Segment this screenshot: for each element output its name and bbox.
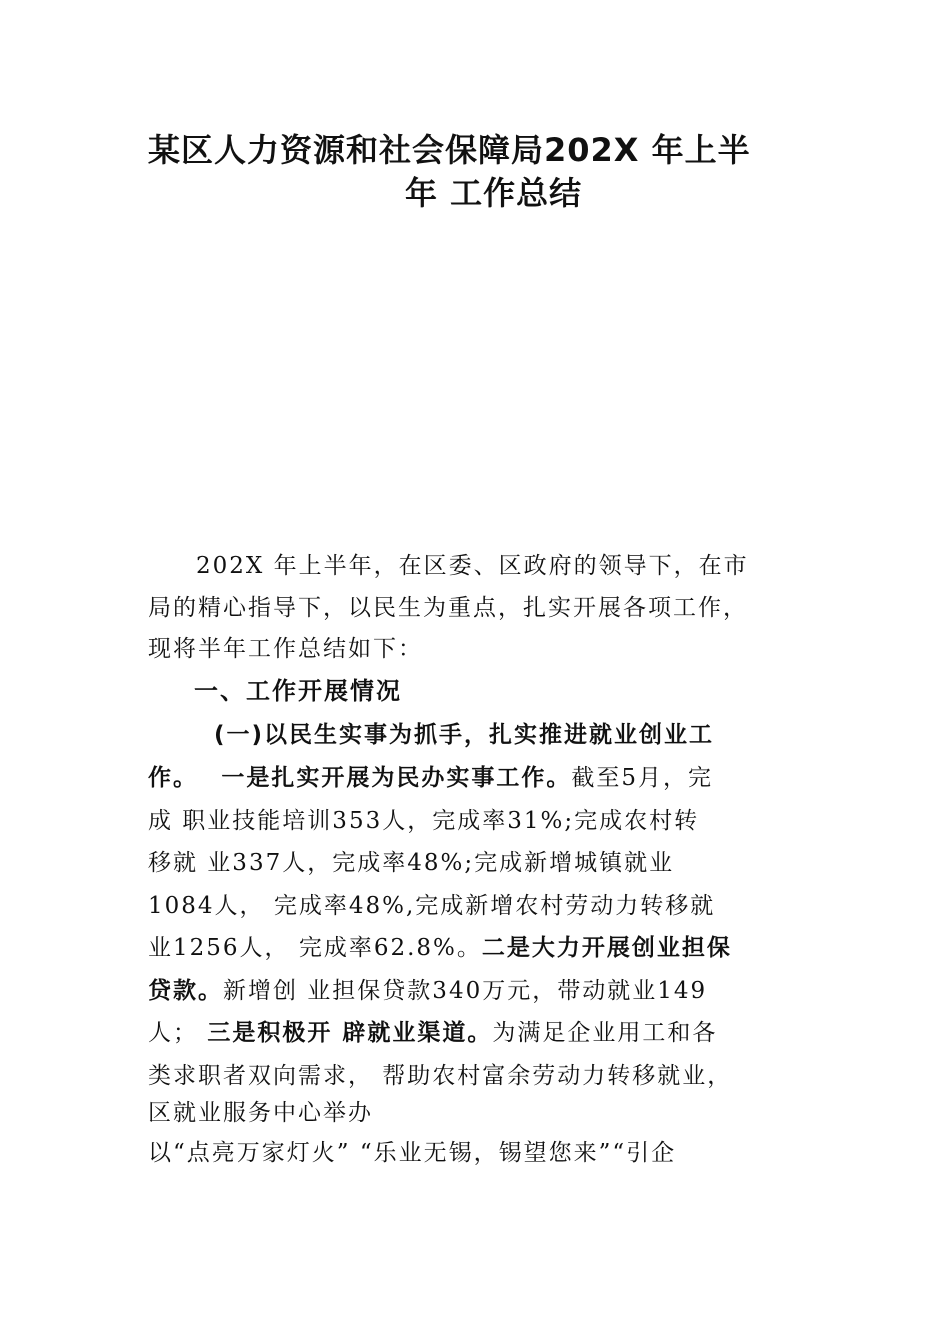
point-two-title-end: 贷款。	[148, 978, 223, 1004]
point-two-text: 新增创 业担保贷款340万元，带动就业149	[223, 978, 708, 1004]
body-line-6-text: 业1256人， 完成率62.8%。	[148, 935, 482, 961]
section-heading: 一、工作开展情况	[194, 677, 402, 705]
subsection-heading-line: (一)以民生实事为抓手，扎实推进就业创业工	[214, 722, 715, 748]
document-title-line-1: 某区人力资源和社会保障局202X 年上半	[148, 131, 751, 169]
body-line-7	[148, 976, 818, 1006]
intro-line-2: 局的精心指导下，以民生为重点，扎实开展各项工作，	[148, 595, 748, 621]
body-line-8-text: 人；	[148, 1020, 208, 1046]
point-one-title: 一是扎实开展为民办实事工作。	[221, 765, 572, 791]
intro-line-1: 202X 年上半年，在区委、区政府的领导下，在市	[196, 553, 749, 579]
document-title-line-2: 年 工作总结	[405, 174, 583, 212]
subsection-heading-end: 作。	[148, 765, 198, 791]
body-line-9: 类求职者双向需求， 帮助农村富余劳动力转移就业，	[148, 1063, 733, 1089]
body-line-6	[148, 933, 818, 963]
body-line-5: 1084人， 完成率48%,完成新增农村劳动力转移就	[148, 893, 716, 919]
body-line-3: 成 职业技能培训353人，完成率31%;完成农村转	[148, 808, 700, 834]
body-line-10: 区就业服务中心举办	[148, 1100, 373, 1126]
point-two-title: 二是大力开展创业担保	[481, 935, 732, 961]
body-line-2	[148, 763, 818, 793]
body-line-8	[148, 1018, 818, 1048]
body-line-11: 以“点亮万家灯火” “乐业无锡，锡望您来”“引企	[148, 1140, 677, 1166]
body-line-4: 移就 业337人，完成率48%;完成新增城镇就业	[148, 850, 675, 876]
point-one-text: 截至5月，完	[571, 765, 713, 791]
point-three-text: 为满足企业用工和各	[492, 1020, 718, 1046]
point-three-title: 三是积极开 辟就业渠道。	[207, 1020, 493, 1046]
intro-line-3: 现将半年工作总结如下：	[148, 636, 423, 662]
